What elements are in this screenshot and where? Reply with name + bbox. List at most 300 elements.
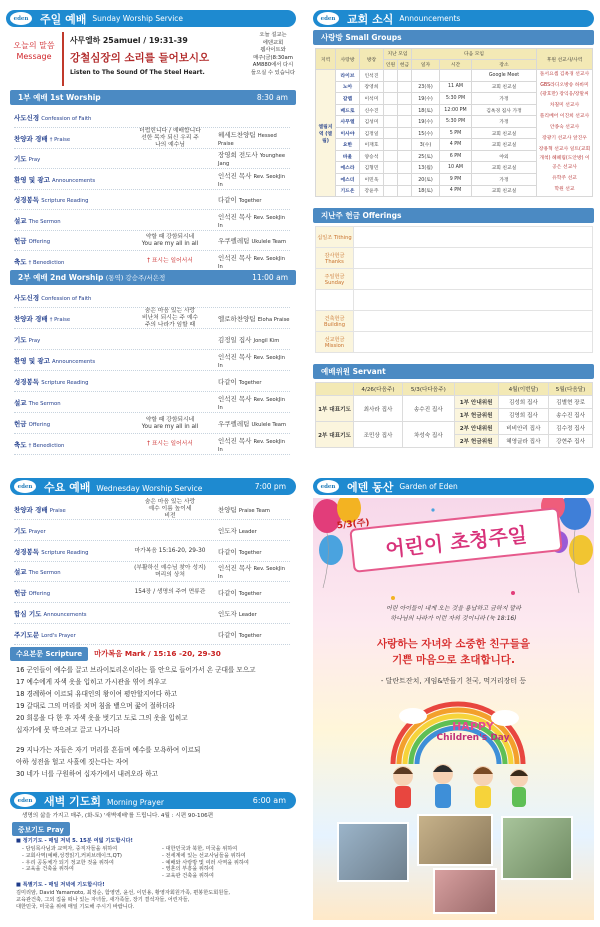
wed-row-item-en: Lord's Prayer [41,632,76,639]
first-row-item: 성경봉독 [14,196,40,204]
second-row-leader: 인석진 목사 [218,395,252,403]
prayer-item: - 우리 공동체가 되기 정교한 것을 위하여 [22,859,114,866]
small-groups-label: 사랑방 Small Groups [321,33,402,42]
sg-cell: 가정 [472,116,537,128]
sg-cell [398,116,412,128]
servant-row [316,422,593,435]
second-row-item-en: Offering [28,422,51,428]
second-row-leader-en: Rev. SeokJin In [218,439,285,453]
first-row [14,252,290,272]
second-row-detail: You are my all in all [141,423,199,430]
sg-cell [384,139,398,151]
side-note-3: 웹사이트와 [260,47,286,54]
event-activities: - 달란트잔치, 게임&만들기 천국, 먹거리장터 등 [380,677,527,685]
verse-line: 20 희롱을 다 한 후 자색 옷을 벗기고 도로 그의 옷을 입히고 [16,714,188,722]
dawn-note: 생명의 삶을 가지고 매주, (화-토) '새벽예배'를 드립니다. 4월 : 시편 90-106편 [22,813,214,819]
garden-verse-2: 하나님의 나라가 이런 자의 것이니라 (눅 18:16) [390,615,517,622]
first-row-item-en: † Benediction [28,259,65,266]
mission-item: 학원 선교 [554,187,575,193]
prayer-item: - 교회사역(예배,성경읽기,커피브레이크,QT) [22,852,122,859]
sg-cell: 10 AM [440,162,472,174]
first-row-detail: † 표시는 일어서서 [147,257,193,264]
sg-cell [398,173,412,185]
wed-header [10,478,296,495]
sg-cell: 김형민 [360,162,384,174]
sg-cell [398,150,412,162]
wed-row-leader-en: Praise Team [238,508,270,514]
sg-h-place: 장소 [472,59,537,70]
sg-cell: 갈렙 [336,93,360,105]
second-row-item-en: † Benediction [28,443,65,449]
first-row-detail: 더럽힌니다 / 예배합니다 [139,127,201,134]
wed-row-detail: 마가복음 15:16-20, 29-30 [134,547,206,554]
wed-row-item: 주기도문 [14,630,40,639]
news-header [313,10,594,27]
first-row-leader: 장영희 전도사 [218,151,258,159]
second-row-detail: † 표시는 일어서서 [147,441,193,447]
servant-name: 김영희 집사 [498,409,549,422]
verse-line: 19 갈대로 그의 머리를 치며 침을 뱉으며 꿇어 절하더라 [16,702,175,710]
event-title: 어린이 초청주일 [384,522,529,561]
sg-cell: 기드온 [336,185,360,197]
first-row-leader-en: Ukulele Team [251,239,287,245]
first-row [14,211,290,231]
sg-cell: 요한 [336,139,360,151]
wed-row-leader-en: Rev. SeokJin In [218,566,285,581]
second-row-item-en: Announcements [52,359,96,365]
sg-h-last: 지난 모임 [384,49,412,60]
offering-row [316,332,593,353]
second-row-leader-en: Rev. SeokJin In [218,397,285,411]
wed-row [14,604,290,624]
offering-type: 감사헌금 Thanks [316,248,354,269]
dawn-header [10,792,296,809]
second-row-detail: 비난처 되시는 주 예수 [142,315,198,321]
first-worship-title: 1부 예배 1st Worship [18,93,101,102]
second-row-detail: 숨은 마음 있는 사랑 [144,308,196,314]
servant-name: 송수진 집사 [402,396,454,422]
sg-cell [398,93,412,105]
first-row-item: 사도신경 [14,114,40,122]
wed-row-item: 설교 [14,568,27,577]
eden-logo-2: eden [317,12,339,25]
second-row-item: 설교 [14,399,27,407]
sg-cell [384,104,398,116]
wed-row-item-en: Announcements [43,612,87,618]
sg-cell: 장영희 [360,81,384,93]
offering-type: 주일헌금 Sunday [316,269,354,290]
sg-cell: 12:00 PM [440,104,472,116]
second-row-leader: 우쿠렐레팀 [218,420,250,428]
sg-cell: 19(수) [412,116,440,128]
wed-row [14,542,290,562]
offering-row [316,290,593,311]
sg-cell [398,162,412,174]
message-box [6,32,296,86]
offering-type [316,290,354,311]
happy-text: HAPPY [452,720,494,733]
wed-row-leader: 다같이 [218,589,237,598]
garden-title-en: Garden of Eden [399,482,458,491]
childrens-day-text: Children's Day [436,733,510,743]
sg-cell: 11 AM [440,81,472,93]
second-row [14,351,290,371]
sg-cell: 4 PM [440,139,472,151]
sg-h-leader: 방장 [360,49,384,70]
sg-cell: 3(수) [412,139,440,151]
sg-cell: 18(토) [412,104,440,116]
sg-cell: 18(토) [412,185,440,197]
sg-cell: 사무엘 [336,116,360,128]
photo-1 [337,822,409,882]
first-row-leader: 다같이 [218,196,237,204]
sg-cell: 5 PM [440,127,472,139]
event-date: 5/3(주) [336,517,371,532]
sg-cell: 강윤주 [360,185,384,197]
wed-row-item-en: Scripture Reading [41,549,89,556]
sunday-title-en: Sunday Worship Service [92,14,184,23]
sg-cell: 에스라 [336,162,360,174]
servant-bar [313,364,594,379]
second-row [14,393,290,413]
mission-item: 차칠미 선교사 [549,103,580,109]
first-row-item: 설교 [14,216,27,225]
first-row-leader-en: Rev. SeokJin In [218,173,285,188]
sg-cell [398,70,412,82]
sg-cell: 9 PM [440,173,472,185]
first-row-leader: 인석진 목사 [218,212,252,221]
second-row-leader: 엘로하찬양팀 [218,315,256,323]
sg-cell: 이재호 [360,139,384,151]
first-row-leader: 헤세드찬양팀 [218,130,256,139]
wed-row-leader-en: Leader [238,528,257,535]
offering-row [316,269,593,290]
sg-cell [384,127,398,139]
garden-header [313,478,594,495]
news-title-en: Announcements [399,14,461,23]
sg-cell: 김옥경 집사 가정 [472,104,537,116]
sg-cell [398,81,412,93]
second-worship-bar [10,270,296,285]
servant-role: 2부 대표기도 [316,422,354,448]
sg-row [316,70,593,82]
first-row-leader-en: Rev. SeokJin In [218,214,285,229]
second-row [14,309,290,329]
sg-h-date: 일자 [412,59,440,70]
mission-item: 장광기 선교사 앞진우 [542,136,587,142]
eden-logo-4: eden [14,794,36,807]
servant-table [315,382,593,448]
first-row-leader-en: Rev. SeokJin In [218,255,285,270]
sg-h-time: 시간 [440,59,472,70]
sg-h-group: 사랑방 [336,49,360,70]
garden-title: 에덴 동산 [347,480,394,494]
sg-cell: 교회 친교실 [472,127,537,139]
serv-h-3: 4월(이번달) [498,383,549,396]
sg-cell: 베드로 [336,104,360,116]
sg-h-mission: 후원 선교사/사역 [537,49,593,70]
verse-line: 30 네가 너를 구원하여 십자가에서 내려오라 하고 [16,770,158,778]
sg-cell: 교회 친교실 [472,81,537,93]
second-row-item-en: The Sermon [28,401,61,407]
offering-row [316,311,593,332]
prayer-special-title: ■ 특별기도 - 매일 저녁에 기도합시다! [16,882,105,888]
sg-h-count: 인원 [384,59,398,70]
servant-role: 2부 안내위원 [454,422,498,435]
servant-name: 강현주 집사 [549,435,593,448]
servant-label: 예배위원 Servant [321,367,386,376]
first-row-item-en: Scripture Reading [41,198,89,204]
servant-role: 1부 헌금위원 [454,409,498,422]
sg-cell: 5:30 PM [440,116,472,128]
wed-row-leader: 인도자 [218,526,237,535]
side-note-1: 오늘 설교는 [259,32,287,38]
wed-row-leader: 인석진 목사 [218,564,252,573]
sg-cell [398,185,412,197]
prayer-label: 중보기도 Pray [12,822,70,836]
sg-cell [384,162,398,174]
wed-row [14,500,290,520]
sg-cell: 이사야 [336,127,360,139]
sg-cell: 19(수) [412,93,440,105]
small-groups-bar [313,30,594,45]
eden-logo-5: eden [317,480,339,493]
wed-row-detail: 비전 [164,513,176,519]
sg-cell: 야외 [472,150,537,162]
prayer-item: - 대한민국과 북한, 미국을 위하여 [162,846,238,852]
mission-item: GBS라디오방송 하바미(광호만) 장익웅/장말씨 [540,83,589,98]
mission-item: 돌서요셉 김옥경 선교사 [539,72,590,78]
second-row-leader-en: Together [238,380,262,386]
first-row-detail: 나의 예수님 [155,141,185,148]
verse-line: 17 예수에게 자색 옷을 입히고 가시관을 엮어 씌우고 [16,678,167,686]
second-row-item-en: Pray [28,338,41,344]
prayer-regular-title: ■ 정기기도 - 매일 저녁 5. 15분 여덟 기도합시다! [16,838,133,844]
wed-row-leader-en: Leader [238,612,257,618]
side-note-5: AM880에서 다시 [252,62,294,69]
second-row-item: 찬양과 경배 [14,315,48,323]
sg-cell: Google Meet [472,70,537,82]
wed-row-leader: 인도자 [218,610,237,618]
special-prayer-line: 교육관건축, 그외 집을 떠나 있는 자녀들, 새가족들, 장기 결석자들, 어린자들, [16,896,190,903]
sermon-title: 강철심장의 소리를 들어보시오 [70,52,210,64]
sg-cell [384,150,398,162]
first-worship-time: 8:30 am [256,93,288,102]
wed-row-item-en: Prayer [28,528,46,535]
first-worship-bar [10,90,296,105]
sg-h-region: 지역 [316,49,336,70]
sg-cell: 교회 친교실 [472,139,537,151]
prayer-item: - 영혼의 부흥을 위하여 [162,866,214,873]
sg-cell: 바울 [336,150,360,162]
offering-type: 십일조 Tithing [316,227,354,248]
sg-cell [384,116,398,128]
sg-cell: 김정일 [360,127,384,139]
second-row [14,288,290,308]
sermon-title-en: Listen to The Sound Of The Steel Heart. [70,69,205,76]
invite-line-1: 사랑하는 자녀와 소중한 친구들을 [377,638,530,650]
second-row-detail: 주의 나라가 임할 때 [144,322,196,328]
sg-cell: 신수진 [360,104,384,116]
first-row-leader: 인석진 목사 [218,171,252,180]
second-row [14,435,290,455]
first-row-item-en: † Praise [49,136,71,143]
eden-logo: eden [10,12,32,25]
second-row-leader-en: Ukulele Team [251,422,287,428]
first-row-leader-en: Together [238,198,262,204]
second-row-item: 기도 [14,336,27,344]
second-worship-time: 11:00 am [252,273,288,282]
servant-name: 조민상 집사 [354,422,403,448]
verse-line: 18 경례하여 이르되 유대인의 왕이여 평안할지어다 하고 [16,690,178,698]
sg-cell: 5:30 PM [440,93,472,105]
wed-row-leader-en: Together [238,632,262,639]
first-row-item-en: The Sermon [28,218,61,225]
sg-cell: 가정 [472,93,537,105]
servant-role: 2부 헌금위원 [454,435,498,448]
servant-name: 차성숙 집사 [402,422,454,448]
invite-line-2: 기쁜 마음으로 초대합니다. [392,654,515,666]
prayer-item: - 전세계에 있는 선교사님들을 위하여 [162,852,246,859]
second-row-leader: 김정일 집사 [218,336,252,344]
scripture-header [10,647,296,661]
serv-h-1: 4/26(다음주) [354,383,403,396]
second-row-item: 사도신경 [14,294,40,302]
offerings-label: 지난주 헌금 Offerings [321,211,402,220]
message-label-en: Message [16,52,52,61]
sg-cell [384,185,398,197]
wed-time: 7:00 pm [254,482,286,491]
wed-scripture-ref: 마가복음 Mark / 15:16 -20, 29-30 [94,649,221,658]
prayer-item: - 담임목사님과 교역자, 중직자들을 위하여 [22,846,118,852]
first-row-item: 환영 및 광고 [14,175,50,184]
sg-cell: 15(수) [412,127,440,139]
sg-cell: 4 PM [440,185,472,197]
mission-item: 유학주 선교 [552,176,577,182]
small-groups-table [315,48,593,197]
verse-line: 아하 성전을 헐고 사흘에 짓는다는 자여 [16,758,129,766]
first-row-detail: 선한 목자 되신 우리 주 [141,134,199,141]
wed-row-item: 찬양과 경배 [14,506,48,514]
servant-name: 혜영글라 집사 [498,435,549,448]
sg-region: 엘림지역 (엘림) [316,70,336,197]
photo-4 [433,868,497,914]
servant-name: 비비안리 집사 [498,422,549,435]
wed-row-item: 헌금 [14,589,27,598]
prayer-item: - 교육을 건축을 위하여 [22,866,74,873]
sg-cell: 25(토) [412,150,440,162]
first-row-item: 기도 [14,155,27,163]
servant-row [316,396,593,409]
photo-3 [501,816,573,880]
wed-row-detail: 예수 이름 높이세 [148,506,192,512]
first-row-leader-en: Younghee Jang [218,153,286,167]
special-prayer-line: 대한민국, 미국을 위해 매일 기도해 주시기 바랍니다. [16,903,135,910]
sg-cell: 교회 친교실 [472,185,537,197]
sg-cell: 에스더 [336,173,360,185]
sg-cell [384,173,398,185]
wed-row [14,521,290,541]
second-row-detail: 약할 때 강함되시네 [145,416,195,423]
special-prayer-line: 김미리암, David Yamamoto, 최정순, 함영연, 윤선, 이민용, 황영자회원가족, 편봉한도회원들, [16,890,230,896]
first-row-item: 찬양과 경배 [14,134,48,143]
garden-verse-1: 어린 아이들이 내게 오는 것을 용납하고 금하지 말라 [385,605,522,612]
second-row-item-en: † Praise [49,317,71,323]
servant-name: 최사라 집사 [354,396,403,422]
serv-h-2: 5/3(다다음주) [402,383,454,396]
sg-cell: 양승석 [360,150,384,162]
wed-row-item-en: Praise [49,508,66,514]
message-label: 오늘의 말씀 [13,41,55,50]
first-row-item-en: Confession of Faith [41,116,92,122]
second-row [14,414,290,434]
side-note-2: 에덴교회 [262,39,284,46]
wed-row-detail: 154장 / 생명의 주여 면류관 [134,589,206,596]
dawn-title: 새벽 기도회 [44,794,101,808]
offering-row [316,227,593,248]
wed-row-detail: (부활하신 예수님 찾아 성지) [134,564,206,571]
wed-row-leader: 다같이 [218,630,237,639]
servant-role: 1부 대표기도 [316,396,354,422]
sg-cell: 가정 [472,173,537,185]
wed-row-detail: 숨은 마음 있는 사랑 [144,499,196,505]
news-title: 교회 소식 [347,12,394,26]
verse-line: 십자가에 못 박으려고 끌고 나가니라 [16,726,120,734]
sg-cell [384,93,398,105]
mission-item: 플리베어 이진희 선교사 [539,114,590,120]
servant-name: 김별현 장로 [549,396,593,409]
wed-row-item: 합심 기도 [14,610,42,618]
sg-cell [398,139,412,151]
first-row [14,231,290,251]
sg-cell: 13(월) [412,162,440,174]
wed-row [14,625,290,645]
wed-row [14,562,290,582]
sg-cell [398,127,412,139]
offerings-table [315,226,593,353]
prayer-item: - 예배와 사랑방 및 여러 사역을 위하여 [162,859,249,866]
wed-row-leader: 다같이 [218,547,237,556]
first-row-detail: 약할 때 강함되시네 [145,233,195,240]
wed-row-leader: 찬양팀 [218,506,237,514]
scripture-ref: 사무엘하 25amuel / 19:31-39 [70,36,188,45]
childrens-day-poster [313,498,594,920]
wed-row-leader-en: Together [238,591,262,598]
first-row [14,149,290,169]
sg-cell: 23(목) [412,81,440,93]
sg-cell: 노아 [336,81,360,93]
sg-cell [412,70,440,82]
verse-line: 29 지나가는 자들은 자기 머리를 흔들며 예수를 모욕하여 이르되 [16,746,201,754]
offering-row [316,248,593,269]
servant-name: 송수진 집사 [549,409,593,422]
sg-cell [384,70,398,82]
second-row-item: 축도 [14,441,27,449]
sg-cell: 이석미 [360,93,384,105]
sg-cell: 교회 친교실 [472,162,537,174]
second-row [14,372,290,392]
first-row [14,129,290,149]
wed-scripture-label: 수요본문 Scripture [10,647,88,661]
sg-h-offering: 헌금 [398,59,412,70]
first-row-item: 축도 [14,257,27,266]
mission-item: 장용혁 선교사 일트(교회개척) 헤헤림(도안방) 이공은 선교사 [538,147,591,171]
second-worship-title: 2부 예배 2nd Worship [18,273,104,282]
sg-cell [398,104,412,116]
dawn-time: 6:00 am [252,796,286,805]
sg-cell: 인석진 [360,70,384,82]
first-row [14,170,290,190]
